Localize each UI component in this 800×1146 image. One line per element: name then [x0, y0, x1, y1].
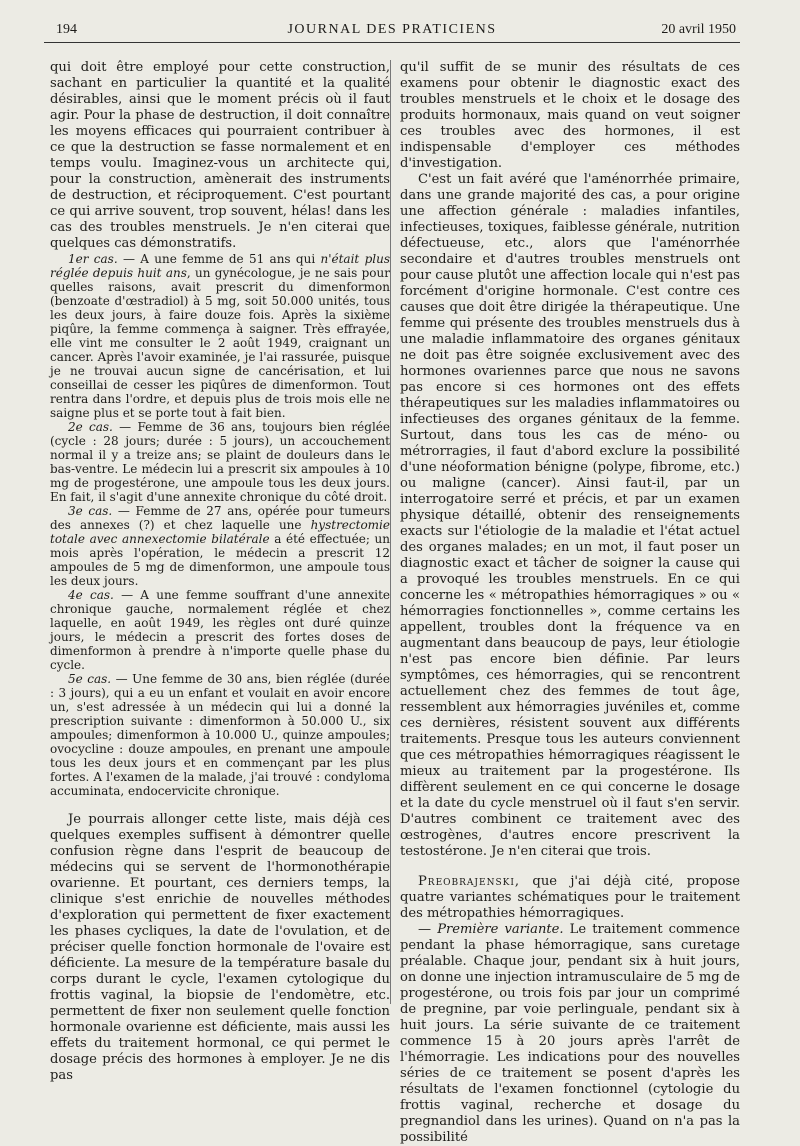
case-label: 1er cas. [68, 252, 118, 266]
paragraph: Je pourrais allonger cette liste, mais déjà ces quelques exemples suffisent à démontrer quelle confusion règne dans l'esprit de beaucoup de médecins qui se servent de l'hormonothérapie ovarienne. Et pourtant, ces derniers temps, la clinique s'est enrichie de nouvelles méthodes d'exploration qui permettent de fixer exactement les phases cycliques, la date de l'ovulation, et de préciser quelle fonction hormonale de l'ovaire est déficiente. La mesure de la température basale du corps durant le cycle, l'examen cytologique du frottis vaginal, la biopsie de l'endomètre, etc. permettent de fixer non seulement quelle fonction hormonale ovarienne est déficiente, mais aussi les effets du traitement hormonal, ce qui permet le dosage précis des hormones à employer. Je ne dis pas [50, 812, 390, 1083]
case-label: 5e cas. [68, 672, 112, 686]
case-5: 5e cas. — Une femme de 30 ans, bien réglée (durée : 3 jours), qui a eu un enfant et voulait en avoir encore un, s'est adressée à un médecin qui lui a donné la prescription suivante : dimenformon à 50.000 U., six ampoules; dimenformon à 10.000 U., quinze ampoules; ovocycline : douze ampoules, en prenant une ampoule tous les deux jours et en commençant par les plus fortes. A l'examen de la malade, j'ai trouvé : condyloma accuminata, endocervicite chronique. [50, 672, 390, 798]
paragraph: — Première variante. Le traitement commence pendant la phase hémorragique, sans curetage préalable. Chaque jour, pendant six à huit jours, on donne une injection intramusculaire de 5 mg de progestérone, ou trois fois par jour un comprimé de pregnine, par voie perlinguale, pendant six à huit jours. La série suivante de ce traitement commence 15 à 20 jours après l'arrêt de l'hémorragie. Les indications pour des nouvelles séries de ce traitement se posent d'après les résultats de l'examen fonctionnel (cytologie du frottis vaginal, recherche et dosage du pregnandiol dans les urines). Quand on n'a pas la possibilité [400, 922, 740, 1145]
case-label: 3e cas. [68, 504, 113, 518]
variant-label: Première variante. [437, 922, 564, 937]
author-name: Preobrajenski [418, 874, 515, 889]
italic-text: hystrectomie totale avec annexectomie bilatérale [50, 518, 390, 546]
paragraph: qu'il suffit de se munir des résultats de ces examens pour obtenir le diagnostic exact des troubles menstruels et le choix et le dosage des produits hormonaux, mais quand on veut soigner ces troubles avec des hormones, il est indispensable d'employer ces méthodes d'investigation. [400, 60, 740, 171]
case-4: 4e cas. — A une femme souffrant d'une annexite chronique gauche, normalement réglée et chez laquelle, en août 1949, les règles ont duré quinze jours, le médecin a prescrit des fortes doses de dimenformon à prendre à n'importe quelle phase du cycle. [50, 588, 390, 672]
case-1: 1er cas. — A une femme de 51 ans qui n'était plus réglée depuis huit ans, un gynécologue, je ne sais pour quelles raisons, avait prescrit du dimenformon (benzoate d'œstradiol) à 5 mg, soit 50.000 unités, tous les deux jours, à faire douze fois. Après la sixième piqûre, la femme commença à saigner. Très effrayée, elle vint me consulter le 2 août 1949, craignant un cancer. Après l'avoir examinée, je l'ai rassurée, puisque je ne trouvai aucun signe de cancérisation, et lui conseillai de cesser les piqûres de dimenformon. Tout rentra dans l'ordre, et depuis plus de trois mois elle ne saigne plus et se porte tout à fait bien. [50, 252, 390, 420]
issue-date: 20 avril 1950 [661, 22, 736, 37]
case-3: 3e cas. — Femme de 27 ans, opérée pour tumeurs des annexes (?) et chez laquelle une hystrectomie totale avec annexectomie bilatérale a été effectuée; un mois après l'opération, le médecin a prescrit 12 ampoules de 5 mg de dimenformon, une ampoule tous les deux jours. [50, 504, 390, 588]
case-2: 2e cas. — Femme de 36 ans, toujours bien réglée (cycle : 28 jours; durée : 5 jours), un accouchement normal il y a treize ans; se plaint de douleurs dans le bas-ventre. Le médecin lui a prescrit six ampoules à 10 mg de progestérone, une ampoule tous les deux jours. En fait, il s'agit d'une annexite chronique du côté droit. [50, 420, 390, 504]
paragraph: C'est un fait avéré que l'aménorrhée primaire, dans une grande majorité des cas, a pour origine une affection générale : maladies infantiles, infectieuses, toxiques, faiblesse générale, nutrition défectueuse, etc., alors que l'aménorrhée secondaire et d'autres troubles menstruels ont pour cause plutôt une affection locale qui n'est pas forcément d'origine hormonale. C'est contre ces causes que doit être dirigée la thérapeutique. Une femme qui présente des troubles menstruels dus à une maladie inflammatoire des organes génitaux ne doit pas être soignée exclusivement avec des hormones ovariennes parce que nous ne savons pas encore si ces hormones ont des effets thérapeutiques sur les maladies inflammatoires ou infectieuses des organes génitaux de la femme. Surtout, dans tous les cas de méno- ou métrorragies, il faut d'abord exclure la possibilité d'une néoformation bénigne (polype, fibrome, etc.) ou maligne (cancer). Ainsi faut-il, par un interrogatoire serré et précis, et par un examen physique détaillé, obtenir des renseignements exacts sur l'étiologie de la maladie et l'état actuel des organes malades; en un mot, il faut poser un diagnostic exact et tâcher de soigner la cause qui a provoqué les troubles menstruels. En ce qui concerne les « métropathies hémorragiques » ou « hémorragies fonctionnelles », comme certains les appellent, troubles dont la fréquence va en augmentant dans beaucoup de pays, leur étiologie n'est pas encore bien définie. Par leurs symptômes, ces hémorragies, qui se rencontrent actuellement chez des femmes de tout âge, ressemblent aux hémorragies juvéniles et, comme ces dernières, résistent souvent aux différents traitements. Presque tous les auteurs conviennent que ces métropathies hémorragiques réagissent le mieux au traitement par la progestérone. Ils diffèrent seulement en ce qui concerne le dosage et la date du cycle menstruel où il faut s'en servir. D'autres combinent ce traitement avec des œstrogènes, d'autres encore prescrivent la testostérone. Je n'en citerai que trois. [400, 172, 740, 859]
page-header [44, 14, 740, 43]
paragraph: Preobrajenski, que j'ai déjà cité, propose quatre variantes schématiques pour le traitement des métropathies hémorragiques. [400, 874, 740, 921]
right-column [400, 60, 740, 1146]
left-column [50, 60, 390, 1084]
paragraph: qui doit être employé pour cette construction, sachant en particulier la quantité et la qualité désirables, ainsi que le moment précis où il faut agir. Pour la phase de destruction, il doit connaître les moyens efficaces qui pourraient contribuer à ce que la destruction se fasse normalement et en temps voulu. Imaginez-vous un architecte qui, pour la construction, amènerait des instruments de destruction, et réciproquement. C'est pourtant ce qui arrive souvent, trop souvent, hélas! dans les cas des troubles menstruels. Je n'en citerai que quelques cas démonstratifs. [50, 60, 390, 251]
case-label: 2e cas. [68, 420, 113, 434]
column-divider [390, 60, 391, 1004]
italic-text: n'était plus réglée depuis huit ans [50, 252, 390, 280]
journal-title: JOURNAL DES PRATICIENS [287, 22, 497, 37]
page-number: 194 [56, 22, 77, 37]
case-label: 4e cas. [68, 588, 114, 602]
